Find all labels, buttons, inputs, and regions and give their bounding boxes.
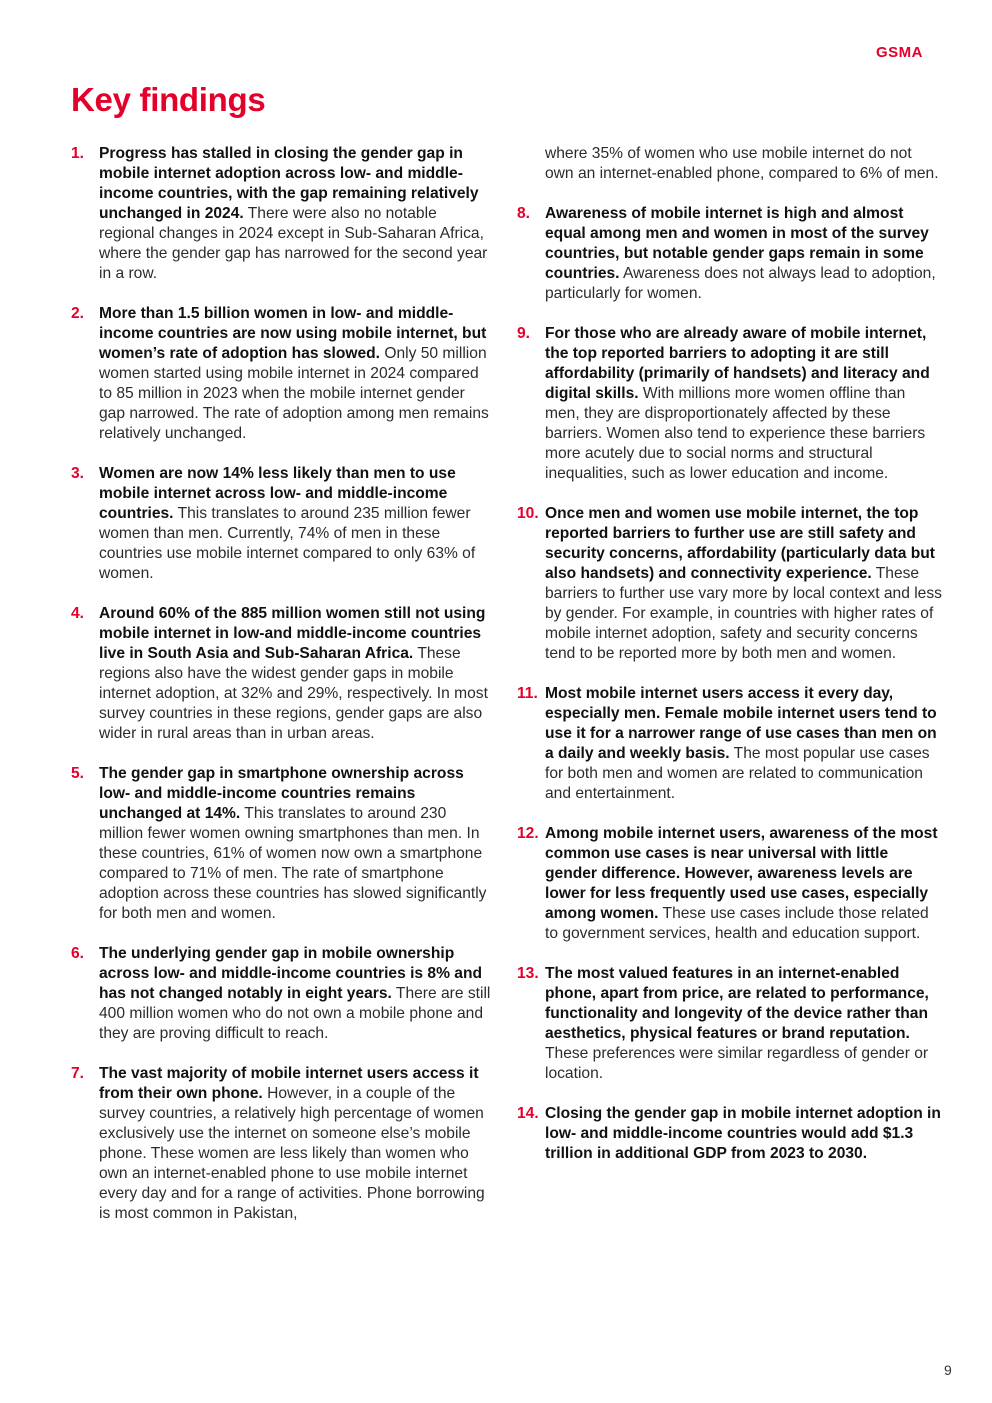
finding-number: 9. — [517, 325, 531, 342]
finding-number: 13. — [517, 965, 539, 982]
finding-body: The most popular use cases for both men and women are related to communication and entertainment. — [545, 745, 930, 802]
finding-14 — [517, 1104, 942, 1164]
finding-3 — [71, 464, 491, 584]
finding-headline: Once men and women use mobile internet, the top reported barriers to further use are still safety and security concerns, affordability (particularly data but also handsets) and connectivity experience. — [545, 505, 935, 582]
finding-7 — [71, 1064, 491, 1224]
finding-headline: The vast majority of mobile internet users access it from their own phone. — [99, 1065, 479, 1102]
finding-13 — [517, 964, 942, 1084]
finding-body: These regions also have the widest gender gaps in mobile internet adoption, at 32% and 29%, respectively. In most survey countries in these regions, gender gaps are also wider in rural areas than in urban areas. — [99, 645, 488, 742]
finding-body: There were also no notable regional changes in 2024 except in Sub-Saharan Africa, where the gender gap has narrowed for the second year in a row. — [99, 205, 488, 282]
finding-1 — [71, 144, 491, 284]
findings-column-left — [71, 144, 491, 1244]
finding-number: 4. — [71, 605, 85, 622]
finding-body: With millions more women offline than men, they are disproportionately affected by these barriers. Women also tend to experience these barriers more acutely due to social norms and structural inequalities, such as lower education and income. — [545, 385, 926, 482]
finding-body: Awareness does not always lead to adoption, particularly for women. — [545, 265, 936, 302]
finding-12 — [517, 824, 942, 944]
finding-headline: Closing the gender gap in mobile internet adoption in low- and middle-income countries would add $1.3 trillion in additional GDP from 2023 to 2030. — [545, 1105, 941, 1162]
finding-number: 1. — [71, 145, 85, 162]
finding-number: 12. — [517, 825, 539, 842]
finding-number: 2. — [71, 305, 85, 322]
finding-headline: For those who are already aware of mobile internet, the top reported barriers to adopting it are still affordability (primarily of handsets) and literacy and digital skills. — [545, 325, 930, 402]
finding-4 — [71, 604, 491, 744]
finding-headline: Progress has stalled in closing the gender gap in mobile internet adoption across low- and middle-income countries, with the gap remaining relatively unchanged in 2024. — [99, 145, 479, 222]
finding-number: 7. — [71, 1065, 85, 1082]
finding-10 — [517, 504, 942, 664]
finding-body: However, in a couple of the survey countries, a relatively high percentage of women exclusively use the internet on someone else’s mobile phone. These women are less likely than women who own an internet-enabled phone to use mobile internet every day and for a range of activities. Phone borrowing is most common in Pakistan, — [99, 1085, 485, 1222]
finding-number: 5. — [71, 765, 85, 782]
finding-11 — [517, 684, 942, 804]
finding-body: Only 50 million women started using mobile internet in 2024 compared to 85 million in 2023 when the mobile internet gender gap narrowed. The rate of adoption among men remains relatively unchanged. — [99, 345, 489, 442]
finding-9 — [517, 324, 942, 484]
finding-7-continuation: where 35% of women who use mobile internet do not own an internet-enabled phone, compared to 6% of men. — [545, 145, 939, 182]
finding-8 — [517, 204, 942, 304]
finding-number: 8. — [517, 205, 531, 222]
finding-body: These use cases include those related to government services, health and education support. — [545, 905, 929, 942]
finding-body: These preferences were similar regardless of gender or location. — [545, 1045, 929, 1082]
finding-body: These barriers to further use vary more by local context and less by gender. For example, in countries with higher rates of mobile internet adoption, safety and security concerns tend to be reported more by both men and women. — [545, 565, 942, 662]
finding-number: 6. — [71, 945, 85, 962]
finding-headline: The underlying gender gap in mobile ownership across low- and middle-income countries is 8% and has not changed notably in eight years. — [99, 945, 483, 1002]
finding-body: This translates to around 235 million fewer women than men. Currently, 74% of men in these countries use mobile internet compared to only 63% of women. — [99, 505, 476, 582]
page-title: Key findings — [71, 81, 266, 118]
gsma-logo: GSMA — [876, 44, 923, 61]
finding-number: 14. — [517, 1105, 539, 1122]
finding-headline: Most mobile internet users access it every day, especially men. Female mobile internet users tend to use it for a narrower range of use cases than men on a daily and weekly basis. — [545, 685, 937, 762]
finding-number: 10. — [517, 505, 539, 522]
findings-column-right — [517, 144, 942, 1184]
finding-number: 11. — [517, 685, 538, 702]
finding-2 — [71, 304, 491, 444]
finding-headline: The gender gap in smartphone ownership across low- and middle-income countries remains unchanged at 14%. — [99, 765, 464, 822]
page-number: 9 — [944, 1362, 952, 1378]
finding-body: There are still 400 million women who do not own a mobile phone and they are proving difficult to reach. — [99, 985, 491, 1042]
finding-headline: Women are now 14% less likely than men to use mobile internet across low- and middle-income countries. — [99, 465, 456, 522]
finding-body: This translates to around 230 million fewer women owning smartphones than men. In these countries, 61% of women now own a smartphone compared to 71% of men. The rate of smartphone adoption across these countries has slowed significantly for both men and women. — [99, 805, 487, 922]
finding-5 — [71, 764, 491, 924]
finding-headline: Among mobile internet users, awareness of the most common use cases is near universal with little gender difference. However, awareness levels are lower for less frequently used use cases, especially among women. — [545, 825, 938, 922]
finding-headline: More than 1.5 billion women in low- and middle-income countries are now using mobile internet, but women’s rate of adoption has slowed. — [99, 305, 487, 362]
finding-headline: Awareness of mobile internet is high and almost equal among men and women in most of the survey countries, but notable gender gaps remain in some countries. — [545, 205, 929, 282]
finding-6 — [71, 944, 491, 1044]
finding-headline: The most valued features in an internet-enabled phone, apart from price, are related to performance, functionality and longevity of the device rather than aesthetics, physical features or brand reputation. — [545, 965, 929, 1042]
finding-number: 3. — [71, 465, 85, 482]
finding-headline: Around 60% of the 885 million women still not using mobile internet in low-and middle-income countries live in South Asia and Sub-Saharan Africa. — [99, 605, 486, 662]
